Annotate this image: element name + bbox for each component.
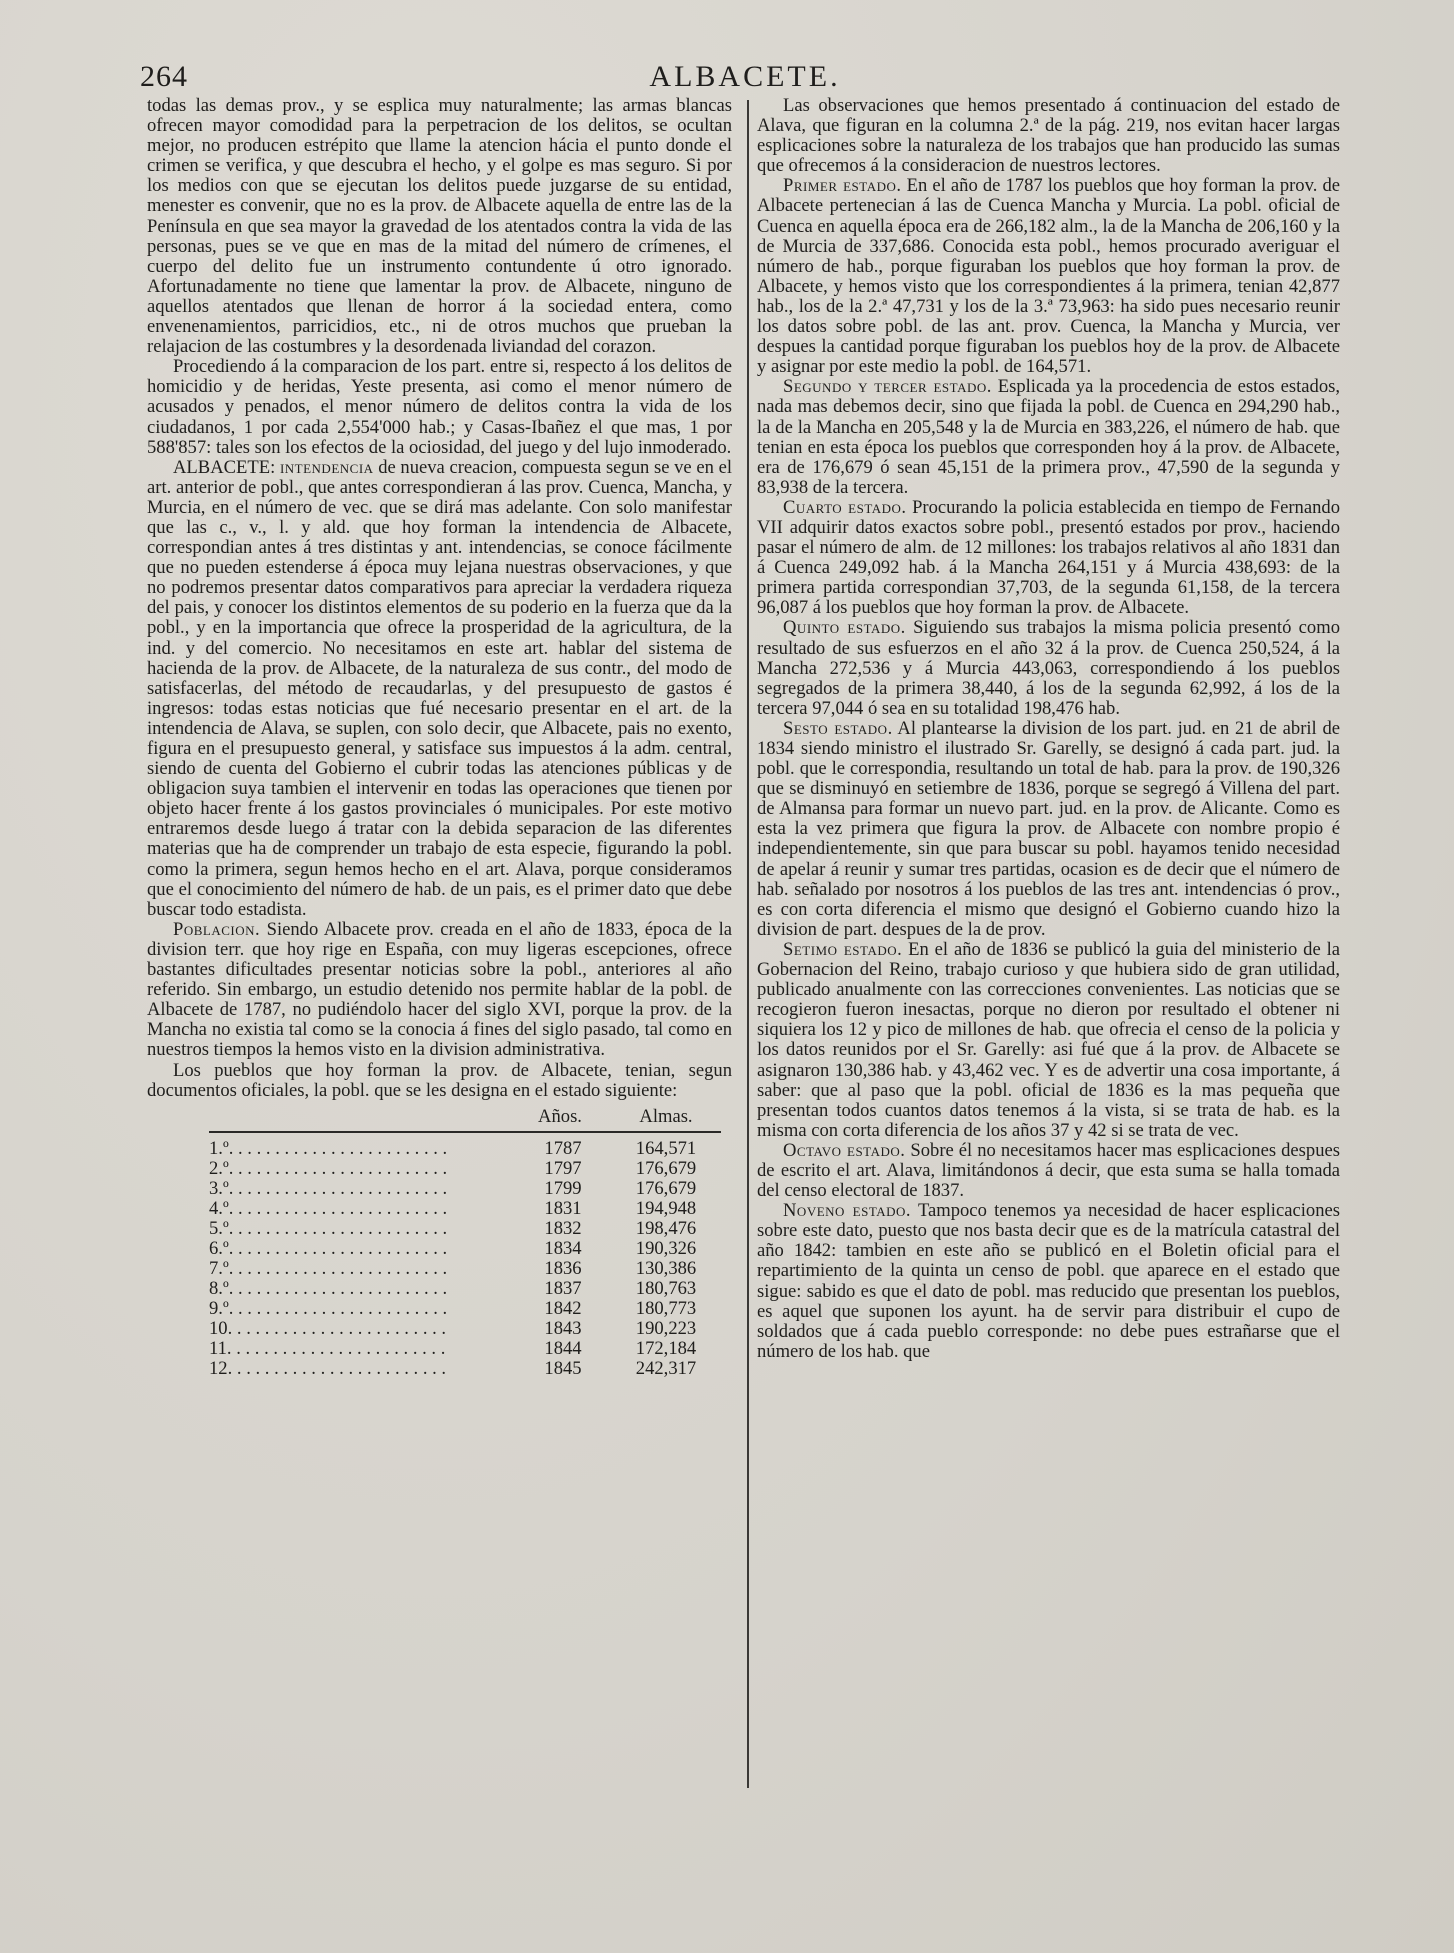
paragraph: Procediendo á la comparacion de los part. entre si, respecto á los delitos de homicidio y de heridas, Yeste presenta, asi como el menor número de acusados y penados, el menor número de delitos contra la vida de los ciudadanos, 1 por cada 2,554'000 hab.; y Casas-Ibañez el que mas, 1 por 588'857: tales son los efectos de la ociosidad, del juego y del lujo inmoderado. (147, 356, 732, 458)
row-souls: 190,223 (635, 1317, 697, 1339)
paragraph-text: Tampoco tenemos ya necesidad de hacer esplicaciones sobre este dato, puesto que nos basta decir que es de la matrícula catastral del año 1842: tambien en este año se publicó en el Boletin oficial para el repartimiento de la quinta un censo de pobl. que aparece en el estado que sigue: sabido es que el dato de pobl. mas reducido que presentan los pueblos, es aquel que suponen los ayunt. ha de servir para distribuir el cupo de soldados que á cada pueblo corresponde: no debe pues estrañarse que el número de los hab. que (757, 1200, 1340, 1362)
row-souls: 130,386 (635, 1257, 697, 1279)
section-lead: ALBACETE: (173, 456, 276, 478)
table-row (209, 1219, 721, 1239)
paragraph: Los pueblos que hoy forman la prov. de Albacete, tenian, segun documentos oficiales, la pobl. que se les designa en el estado siguiente: (147, 1059, 732, 1101)
table-header-spacer (209, 1107, 509, 1132)
paragraph-text: En el año de 1787 los pueblos que hoy forman la prov. de Albacete pertenecian á las de Cuenca Mancha y Murcia. La pobl. oficial de Cuenca en aquella época era de 266,182 alm., la de la Mancha de 206,160 y la de Murcia de 337,686. Conocida esta pobl., hemos procurado averiguar el número de hab., porque figuraban los pueblos que hoy forman la prov. de Albacete, y hemos visto que los correspondientes á la primera, tenian 42,877 hab., los de la 2.ª 47,731 y los de la 3.ª 73,963: ha sido pues necesario reunir los datos sobre pobl. de las ant. prov. Cuenca, la Mancha y Murcia, ver despues la cantidad porque figuraban los pueblos hoy de la prov. de Albacete y asignar por este medio la pobl. de 164,571. (757, 175, 1340, 378)
section-heading: Octavo estado. (783, 1139, 906, 1161)
row-souls: 198,476 (635, 1217, 697, 1239)
row-souls: 242,317 (635, 1357, 697, 1379)
paragraph-text: Siendo Albacete prov. creada en el año de 1833, época de la division terr. que hoy rige en España, con muy ligeras escepciones, ofrece bastantes dificultades presentar noticias sobre la pobl., anteriores al año referido. Sin embargo, un estudio detenido nos permite hablar de la pobl. de Albacete de 1787, no pudiéndolo hacer del siglo XVI, porque la prov. de la Mancha no existia tal como se la conocia á fines del siglo pasado, tal como en nuestros tiempos la hemos visto en la division administrativa. (147, 918, 732, 1061)
column-header-souls: Almas. (611, 1107, 721, 1132)
left-column (147, 96, 732, 1379)
row-year: 1834 (544, 1237, 582, 1259)
paragraph-primer-estado (757, 176, 1340, 377)
paragraph-text: Procurando la policia establecida en tiempo de Fernando VII adquirir datos exactos sobre pobl., presentó estados por prov., haciendo pasar el número de alm. de 12 millones: los trabajos relativos al año 1831 dan á Cuenca 249,092 hab. á la Mancha 264,151 y á Murcia 438,693: de la primera partida correspondian 37,703, de la segunda 61,158, de la tercera 96,087 á los pueblos que hoy forman la prov. de Albacete. (757, 496, 1340, 619)
row-souls: 176,679 (635, 1177, 697, 1199)
row-souls: 194,948 (635, 1197, 697, 1219)
table-row (209, 1199, 721, 1219)
running-title: ALBACETE. (649, 60, 841, 93)
paragraph-sesto-estado (757, 719, 1340, 940)
row-year: 1831 (544, 1197, 582, 1219)
section-heading: Segundo y tercer estado. (783, 376, 992, 398)
census-table (209, 1107, 721, 1379)
row-souls: 164,571 (635, 1137, 697, 1159)
table-row (209, 1319, 721, 1339)
row-label: 7.º. . . . . . . . . . . . . . . . . . . . . . . . (209, 1257, 448, 1279)
section-heading: Primer estado. (783, 175, 902, 197)
column-divider (747, 100, 749, 1788)
row-label: 4.º. . . . . . . . . . . . . . . . . . . . . . . . (209, 1197, 448, 1219)
table-row (209, 1239, 721, 1259)
paragraph: Las observaciones que hemos presentado á continuacion del estado de Alava, que figuran en la columna 2.ª de la pág. 219, nos evitan hacer largas esplicaciones sobre la naturaleza de los trabajos que han producido las sumas que ofrecemos á la consideracion de nuestros lectores. (757, 95, 1340, 177)
right-column (757, 96, 1340, 1362)
paragraph-text: Sobre él no necesitamos hacer mas esplicaciones despues de escrito el art. Alava, limitándonos á decir, que esta suma se halla tomada del censo electoral de 1837. (757, 1139, 1340, 1202)
row-souls: 180,773 (635, 1297, 697, 1319)
page-number: 264 (140, 60, 188, 93)
row-label: 1.º. . . . . . . . . . . . . . . . . . . . . . . . (209, 1137, 448, 1159)
row-label: 9.º. . . . . . . . . . . . . . . . . . . . . . . . (209, 1297, 448, 1319)
paragraph-text: Al plantearse la division de los part. jud. en 21 de abril de 1834 siendo ministro el ilustrado Sr. Garelly, se designó á cada part. jud. la pobl. que le correspondia, resultando un total de hab. para la prov. de 190,326 que se disminuyó en setiembre de 1836, porque se segregó á Villena del part. de Almansa para formar un nuevo part. jud. en la prov. de Alicante. Como es esta la vez primera que figura la prov. de Albacete con nombre propio é independientemente, sin que para buscar su pobl. hayamos tenido necesidad de apelar á reunir y sumar tres partidas, ocasion es de decir que el número de hab. señalado por nosotros á los pueblos de las tres ant. intendencias ó prov., es con corta diferencia el mismo que designó el Gobierno cuando hizo la division de part. despues de la de prov. (757, 717, 1340, 940)
row-year: 1843 (544, 1317, 582, 1339)
table-row (209, 1339, 721, 1359)
paragraph-setimo-estado (757, 940, 1340, 1141)
row-year: 1797 (544, 1157, 582, 1179)
row-year: 1832 (544, 1217, 582, 1239)
row-year: 1787 (544, 1137, 582, 1159)
row-label: 12. . . . . . . . . . . . . . . . . . . . . . . . (209, 1357, 447, 1379)
section-heading: intendencia (279, 456, 374, 478)
paragraph-text: En el año de 1836 se publicó la guia del ministerio de la Gobernacion del Reino, trabajo curioso y que hubiera sido de gran utilidad, publicado anualmente con las correcciones convenientes. Las noticias que se recogieron fueron inesactas, porque no dieron por resultado el obtener ni siquiera los 12 y pico de millones de hab. que ofrecia el censo de la policia y los datos reunidos por el Sr. Garelly: asi fué que á la prov. de Albacete se asignaron 130,386 hab. y 43,462 vec. Y es de advertir una cosa importante, á saber: que al paso que la pobl. oficial de 1836 es la mas pequeña que presentan todos cuantos datos tenemos á la vista, si se trata de hab. es la misma con corta diferencia de los años 37 y 42 si se trata de vec. (757, 938, 1340, 1141)
section-heading: Quinto estado. (783, 617, 906, 639)
paragraph-intendencia (147, 458, 732, 920)
table-row (209, 1299, 721, 1319)
row-label: 2.º. . . . . . . . . . . . . . . . . . . . . . . . (209, 1157, 448, 1179)
row-label: 3.º. . . . . . . . . . . . . . . . . . . . . . . . (209, 1177, 448, 1199)
section-heading: Cuarto estado. (783, 496, 907, 518)
row-souls: 176,679 (635, 1157, 697, 1179)
row-label: 8.º. . . . . . . . . . . . . . . . . . . . . . . . (209, 1277, 448, 1299)
row-year: 1844 (544, 1337, 582, 1359)
section-heading: Sesto estado. (783, 717, 893, 739)
row-year: 1837 (544, 1277, 582, 1299)
row-label: 6.º. . . . . . . . . . . . . . . . . . . . . . . . (209, 1237, 448, 1259)
row-year: 1836 (544, 1257, 582, 1279)
row-souls: 180,763 (635, 1277, 697, 1299)
table-row (209, 1279, 721, 1299)
table-header-row (209, 1107, 721, 1132)
table-row (209, 1179, 721, 1199)
row-souls: 190,326 (635, 1237, 697, 1259)
row-label: 10. . . . . . . . . . . . . . . . . . . . . . . . (209, 1317, 447, 1339)
running-header (140, 60, 1350, 94)
row-label: 5.º. . . . . . . . . . . . . . . . . . . . . . . . (209, 1217, 448, 1239)
table-row (209, 1359, 721, 1379)
column-header-years: Años. (509, 1107, 611, 1132)
paragraph-poblacion (147, 920, 732, 1061)
paragraph-cuarto-estado (757, 498, 1340, 619)
paragraph: todas las demas prov., y se esplica muy naturalmente; las armas blancas ofrecen mayor comodidad para la perpetracion de los delitos, se ocultan mejor, no producen estrépito que llame la atencion hácia el punto donde el crimen se verifica, y que descubra el hecho, y el golpe es mas seguro. Si por los medios con que se ejecutan los delitos puede juzgarse de su entidad, menester es convenir, que no es la prov. de Albacete aquella de entre las de la Península en que sea mayor la gravedad de los atentados contra la vida de las personas, pues se ve que en mas de la mitad del número de crímenes, el cuerpo del delito fue un instrumento contundente ú otro ignorado. Afortunadamente no tiene que lamentar la prov. de Albacete, ninguno de aquellos atentados que llenan de horror á la sociedad entera, como envenenamientos, parricidios, etc., ni de otros muchos que prueban la relajacion de las costumbres y la desordenada liviandad del corazon. (147, 95, 732, 358)
row-year: 1842 (544, 1297, 582, 1319)
paragraph-text: Siguiendo sus trabajos la misma policia presentó como resultado de sus esfuerzos en el año 32 á la prov. de Cuenca 250,524, á la Mancha 272,536 y á Murcia 443,063, correspondiendo á los pueblos segregados de la primera 38,440, á los de la segunda 62,992, á los de la tercera 97,044 ó sea en su totalidad 198,476 hab. (757, 617, 1340, 719)
paragraph-text: Esplicada ya la procedencia de estos estados, nada mas debemos decir, sino que fijada la pobl. de Cuenca en 294,290 hab., la de la Mancha en 205,548 y la de Murcia en 383,226, el número de hab. que tenian en esta época los pueblos que corresponden hoy á la prov. de Albacete, era de 176,679 ó sean 45,151 de la primera prov., 47,590 de la segunda y 83,938 de la tercera. (757, 376, 1341, 498)
paragraph-quinto-estado (757, 618, 1340, 718)
table-row (209, 1159, 721, 1179)
paragraph-noveno-estado (757, 1201, 1340, 1362)
row-souls: 172,184 (635, 1337, 697, 1359)
section-heading: Noveno estado. (783, 1200, 912, 1222)
row-label: 11. . . . . . . . . . . . . . . . . . . . . . . . (209, 1337, 446, 1359)
section-heading: Poblacion. (173, 918, 261, 940)
paragraph-text: de nueva creacion, compuesta segun se ve en el art. anterior de pobl., que antes correspondieran á las prov. Cuenca, Mancha, y Murcia, en el número de vec. que se dirá mas adelante. Con solo manifestar que las c., v., l. y ald. que hoy forman la intendencia de Albacete, correspondian antes á tres distintas y ant. intendencias, se conoce fácilmente que no pueden estenderse á época muy lejana nuestras observaciones, y que no podremos presentar datos comparativos para apreciar la verdadera riqueza del pais, y conocer los distintos elementos de su poderio en la fuerza que da la pobl., y en la importancia que ofrece la prosperidad de la agricultura, de la ind. y del comercio. No necesitamos en este art. hablar del sistema de hacienda de la prov. de Albacete, de la naturaleza de sus contr., del modo de satisfacerlas, del método de recaudarlas, y del presupuesto de gastos é ingresos: todas estas noticias que fué necesario presentar en el art. de la intendencia de Alava, se suplen, con solo decir, que Albacete, pais no exento, figura en el presupuesto general, y satisface sus impuestos á la adm. central, siendo de cuenta del Gobierno el cubrir todas las atenciones públicas y de obligacion suya tambien el intervenir en todas las operaciones que tienen por objeto hacer frente á los gastos provinciales ó municipales. Por este motivo entraremos desde luego á tratar con la debida separacion de las diferentes materias que ha de comprender un trabajo de esta especie, figurando la pobl. como la primera, segun hemos hecho en el art. Alava, porque consideramos que el conocimiento del número de hab. de un pais, es el primer dato que debe buscar todo estadista. (147, 456, 732, 920)
row-year: 1799 (544, 1177, 582, 1199)
table-row (209, 1132, 721, 1159)
section-heading: Setimo estado. (783, 938, 903, 960)
paragraph-segundo-estado (757, 377, 1340, 498)
table-row (209, 1259, 721, 1279)
paragraph-octavo-estado (757, 1141, 1340, 1201)
row-year: 1845 (544, 1357, 582, 1379)
